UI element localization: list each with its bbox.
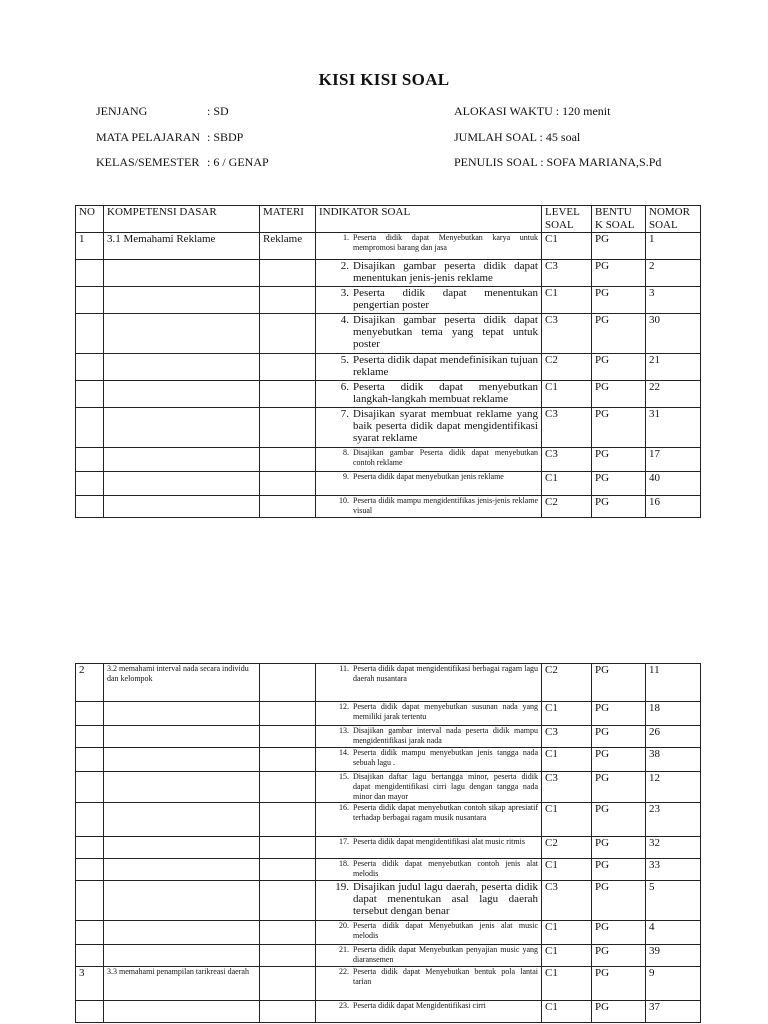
cell-bentuk: PG — [592, 748, 646, 772]
cell-bentuk: PG — [592, 314, 646, 354]
cell-indikator — [316, 496, 542, 518]
cell-no — [76, 702, 104, 726]
cell-kompetensi — [104, 726, 260, 748]
meta-kelas — [96, 155, 269, 170]
table-row — [76, 837, 701, 859]
cell-materi — [260, 837, 316, 859]
table-row — [76, 314, 701, 354]
cell-kompetensi — [104, 702, 260, 726]
cell-kompetensi — [104, 837, 260, 859]
cell-no — [76, 772, 104, 803]
cell-indikator — [316, 726, 542, 748]
cell-bentuk: PG — [592, 803, 646, 837]
cell-bentuk: PG — [592, 354, 646, 381]
cell-indikator — [316, 772, 542, 803]
table-header-row — [76, 206, 701, 233]
cell-no — [76, 748, 104, 772]
cell-level: C2 — [542, 496, 592, 518]
cell-materi — [260, 748, 316, 772]
cell-nomor: 30 — [646, 314, 701, 354]
cell-level: C3 — [542, 881, 592, 921]
cell-nomor: 12 — [646, 772, 701, 803]
cell-indikator — [316, 921, 542, 945]
cell-indikator — [316, 260, 542, 287]
indikator-text: Peserta didik dapat Menyebutkan jenis alat music melodis — [353, 921, 538, 940]
cell-bentuk: PG — [592, 233, 646, 260]
cell-materi — [260, 408, 316, 448]
indikator-text: Disajikan judul lagu daerah, peserta didik dapat menentukan asal lagu daerah tersebut dengan benar — [353, 881, 538, 917]
cell-level: C1 — [542, 945, 592, 967]
indikator-text: Peserta didik dapat menyebutkan jenis reklame — [353, 472, 504, 481]
meta-kelas-label: KELAS/SEMESTER — [96, 155, 200, 169]
cell-no: 2 — [76, 664, 104, 702]
table-row — [76, 260, 701, 287]
cell-kompetensi — [104, 381, 260, 408]
cell-nomor: 16 — [646, 496, 701, 518]
cell-nomor: 40 — [646, 472, 701, 496]
indikator-number: 18. — [339, 859, 349, 868]
cell-level: C2 — [542, 837, 592, 859]
cell-nomor: 32 — [646, 837, 701, 859]
cell-bentuk: PG — [592, 664, 646, 702]
cell-level: C1 — [542, 1001, 592, 1023]
cell-kompetensi — [104, 408, 260, 448]
cell-nomor: 22 — [646, 381, 701, 408]
table-row — [76, 921, 701, 945]
indikator-number: 17. — [339, 837, 349, 846]
cell-bentuk: PG — [592, 702, 646, 726]
cell-nomor: 37 — [646, 1001, 701, 1023]
kisi-table-1 — [75, 205, 701, 518]
cell-bentuk: PG — [592, 287, 646, 314]
indikator-text: Peserta didik dapat Menyebutkan bentuk pola lantai tarian — [353, 967, 538, 986]
cell-kompetensi: 3.2 memahami interval nada secara individu dan kelompok — [104, 664, 260, 702]
cell-bentuk: PG — [592, 448, 646, 472]
cell-indikator — [316, 702, 542, 726]
kisi-table-2 — [75, 663, 701, 1023]
indikator-text: Disajikan daftar lagu bertangga minor, peserta didik dapat mengidentifikasi cirri lagu dengan tangga nada minor dan mayor — [353, 772, 538, 801]
cell-nomor: 2 — [646, 260, 701, 287]
table-row — [76, 945, 701, 967]
cell-kompetensi — [104, 1001, 260, 1023]
table-row — [76, 748, 701, 772]
meta-jenjang — [96, 104, 229, 119]
indikator-number: 2. — [340, 260, 349, 272]
cell-nomor: 23 — [646, 803, 701, 837]
cell-bentuk: PG — [592, 726, 646, 748]
cell-kompetensi — [104, 803, 260, 837]
cell-materi — [260, 381, 316, 408]
indikator-number: 7. — [340, 408, 349, 420]
table-row — [76, 1001, 701, 1023]
cell-level: C3 — [542, 408, 592, 448]
table-row — [76, 702, 701, 726]
indikator-number: 4. — [340, 314, 349, 326]
indikator-text: Peserta didik dapat menentukan pengertian poster — [353, 287, 538, 311]
cell-materi — [260, 967, 316, 1001]
cell-nomor: 26 — [646, 726, 701, 748]
cell-indikator — [316, 472, 542, 496]
table-row — [76, 859, 701, 881]
header-no: NO — [76, 206, 104, 233]
cell-bentuk: PG — [592, 921, 646, 945]
meta-jenjang-label: JENJANG — [96, 104, 148, 118]
cell-bentuk: PG — [592, 381, 646, 408]
indikator-text: Peserta didik dapat menyebutkan langkah-langkah membuat reklame — [353, 381, 538, 405]
cell-level: C1 — [542, 472, 592, 496]
cell-nomor: 18 — [646, 702, 701, 726]
cell-kompetensi — [104, 260, 260, 287]
cell-nomor: 39 — [646, 945, 701, 967]
cell-kompetensi — [104, 945, 260, 967]
header-indikator: INDIKATOR SOAL — [316, 206, 542, 233]
indikator-number: 19. — [335, 881, 349, 893]
cell-no — [76, 314, 104, 354]
indikator-number: 11. — [339, 664, 349, 673]
cell-level: C3 — [542, 772, 592, 803]
indikator-text: Disajikan syarat membuat reklame yang baik peserta didik dapat mengidentifikasi syarat reklame — [353, 408, 538, 444]
header-materi: MATERI — [260, 206, 316, 233]
indikator-number: 15. — [339, 772, 349, 781]
cell-materi — [260, 803, 316, 837]
cell-level: C2 — [542, 664, 592, 702]
table-row — [76, 448, 701, 472]
table-row — [76, 233, 701, 260]
cell-level: C1 — [542, 803, 592, 837]
cell-materi — [260, 448, 316, 472]
cell-nomor: 11 — [646, 664, 701, 702]
indikator-number: 3. — [340, 287, 349, 299]
indikator-text: Disajikan gambar interval nada peserta didik mampu mengidentifikasi jarak nada — [353, 726, 538, 745]
cell-bentuk: PG — [592, 496, 646, 518]
cell-kompetensi: 3.1 Memahami Reklame — [104, 233, 260, 260]
table-row — [76, 803, 701, 837]
indikator-text: Peserta didik dapat Menyebutkan penyajian music yang diaransemen — [353, 945, 538, 964]
cell-kompetensi — [104, 881, 260, 921]
indikator-number: 16. — [339, 803, 349, 812]
indikator-text: Peserta didik mampu mengidentifikas jenis-jenis reklame visual — [353, 496, 538, 515]
cell-materi — [260, 945, 316, 967]
table-row — [76, 967, 701, 1001]
indikator-number: 21. — [339, 945, 349, 954]
cell-indikator — [316, 664, 542, 702]
cell-no — [76, 837, 104, 859]
cell-nomor: 21 — [646, 354, 701, 381]
indikator-number: 13. — [339, 726, 349, 735]
indikator-number: 1. — [343, 233, 349, 242]
header-kompetensi: KOMPETENSI DASAR — [104, 206, 260, 233]
table-row — [76, 472, 701, 496]
indikator-number: 6. — [340, 381, 349, 393]
cell-bentuk: PG — [592, 472, 646, 496]
cell-materi — [260, 726, 316, 748]
meta-mapel-value: : SBDP — [207, 130, 244, 144]
header-bentuk: BENTU K SOAL — [592, 206, 646, 233]
meta-jenjang-value: : SD — [207, 104, 229, 118]
cell-no — [76, 354, 104, 381]
cell-level: C3 — [542, 260, 592, 287]
cell-no — [76, 260, 104, 287]
cell-no: 3 — [76, 967, 104, 1001]
indikator-text: Peserta didik dapat mengidentifikasi alat music ritmis — [353, 837, 525, 846]
indikator-number: 22. — [339, 967, 349, 976]
meta-mapel-label: MATA PELAJARAN — [96, 130, 201, 144]
indikator-text: Peserta didik dapat menyebutkan contoh sikap apresiatif terhadap berbagai ragam musik nusantara — [353, 803, 538, 822]
cell-kompetensi — [104, 496, 260, 518]
cell-indikator — [316, 314, 542, 354]
cell-nomor: 38 — [646, 748, 701, 772]
cell-kompetensi — [104, 314, 260, 354]
indikator-text: Disajikan gambar peserta didik dapat menentukan jenis-jenis reklame — [353, 260, 538, 284]
cell-indikator — [316, 233, 542, 260]
cell-kompetensi — [104, 448, 260, 472]
cell-level: C1 — [542, 381, 592, 408]
indikator-number: 5. — [340, 354, 349, 366]
cell-indikator — [316, 881, 542, 921]
cell-level: C3 — [542, 726, 592, 748]
cell-materi — [260, 472, 316, 496]
cell-level: C1 — [542, 859, 592, 881]
cell-indikator — [316, 1001, 542, 1023]
cell-indikator — [316, 287, 542, 314]
cell-no — [76, 803, 104, 837]
cell-no: 1 — [76, 233, 104, 260]
cell-indikator — [316, 408, 542, 448]
cell-kompetensi — [104, 354, 260, 381]
cell-materi — [260, 702, 316, 726]
cell-materi — [260, 260, 316, 287]
cell-level: C2 — [542, 354, 592, 381]
cell-no — [76, 921, 104, 945]
cell-indikator — [316, 837, 542, 859]
cell-indikator — [316, 859, 542, 881]
cell-nomor: 31 — [646, 408, 701, 448]
cell-nomor: 4 — [646, 921, 701, 945]
cell-materi — [260, 772, 316, 803]
cell-no — [76, 945, 104, 967]
cell-kompetensi — [104, 921, 260, 945]
meta-mapel — [96, 130, 243, 145]
table-row — [76, 408, 701, 448]
indikator-text: Peserta didik mampu menyebutkan jenis tangga nada sebuah lagu . — [353, 748, 538, 767]
cell-nomor: 17 — [646, 448, 701, 472]
cell-nomor: 3 — [646, 287, 701, 314]
cell-materi — [260, 859, 316, 881]
cell-level: C1 — [542, 921, 592, 945]
cell-kompetensi — [104, 472, 260, 496]
cell-no — [76, 726, 104, 748]
cell-kompetensi: 3.3 memahami penampilan tarikreasi daerah — [104, 967, 260, 1001]
cell-level: C1 — [542, 967, 592, 1001]
indikator-text: Peserta didik dapat menyebutkan contoh jenis alat melodis — [353, 859, 538, 878]
cell-kompetensi — [104, 772, 260, 803]
indikator-number: 8. — [343, 448, 349, 457]
cell-bentuk: PG — [592, 408, 646, 448]
meta-jumlah: JUMLAH SOAL : 45 soal — [454, 130, 581, 144]
cell-no — [76, 881, 104, 921]
indikator-number: 14. — [339, 748, 349, 757]
cell-materi — [260, 921, 316, 945]
cell-indikator — [316, 748, 542, 772]
cell-materi — [260, 354, 316, 381]
cell-nomor: 33 — [646, 859, 701, 881]
table-row — [76, 726, 701, 748]
cell-indikator — [316, 448, 542, 472]
indikator-number: 20. — [339, 921, 349, 930]
cell-bentuk: PG — [592, 260, 646, 287]
table-row — [76, 354, 701, 381]
cell-no — [76, 472, 104, 496]
table-row — [76, 664, 701, 702]
cell-no — [76, 287, 104, 314]
cell-materi — [260, 1001, 316, 1023]
table-row — [76, 381, 701, 408]
cell-indikator — [316, 381, 542, 408]
cell-kompetensi — [104, 748, 260, 772]
indikator-text: Peserta didik dapat Menyebutkan karya untuk mempromosi barang dan jasa — [353, 233, 538, 252]
indikator-text: Peserta didik dapat Mengidentifikasi cirri — [353, 1001, 486, 1010]
cell-level: C1 — [542, 702, 592, 726]
indikator-text: Peserta didik dapat mengidentifikasi berbagai ragam lagu daerah nusantara — [353, 664, 538, 683]
cell-nomor: 1 — [646, 233, 701, 260]
meta-penulis: PENULIS SOAL : SOFA MARIANA,S.Pd — [454, 155, 662, 169]
cell-indikator — [316, 945, 542, 967]
indikator-text: Disajikan gambar Peserta didik dapat menyebutkan contoh reklame — [353, 448, 538, 467]
cell-level: C1 — [542, 748, 592, 772]
cell-materi — [260, 881, 316, 921]
meta-kelas-value: : 6 / GENAP — [207, 155, 269, 169]
cell-bentuk: PG — [592, 881, 646, 921]
cell-no — [76, 381, 104, 408]
cell-materi: Reklame — [260, 233, 316, 260]
cell-bentuk: PG — [592, 945, 646, 967]
cell-indikator — [316, 967, 542, 1001]
indikator-number: 12. — [339, 702, 349, 711]
document-title: KISI KISI SOAL — [318, 70, 450, 89]
cell-kompetensi — [104, 859, 260, 881]
cell-indikator — [316, 354, 542, 381]
cell-nomor: 5 — [646, 881, 701, 921]
cell-nomor: 9 — [646, 967, 701, 1001]
indikator-number: 9. — [343, 472, 349, 481]
cell-no — [76, 496, 104, 518]
cell-bentuk: PG — [592, 859, 646, 881]
cell-materi — [260, 664, 316, 702]
cell-level: C1 — [542, 287, 592, 314]
table-row — [76, 772, 701, 803]
meta-alokasi: ALOKASI WAKTU : 120 menit — [454, 104, 611, 118]
cell-level: C3 — [542, 448, 592, 472]
indikator-text: Peserta didik dapat mendefinisikan tujuan reklame — [353, 354, 538, 378]
indikator-text: Peserta didik dapat menyebutkan susunan nada yang memiliki jarak tertentu — [353, 702, 538, 721]
indikator-number: 23. — [339, 1001, 349, 1010]
header-nomor: NOMOR SOAL — [646, 206, 701, 233]
cell-kompetensi — [104, 287, 260, 314]
cell-no — [76, 448, 104, 472]
table-row — [76, 881, 701, 921]
cell-level: C1 — [542, 233, 592, 260]
indikator-number: 10. — [339, 496, 349, 505]
header-level: LEVEL SOAL — [542, 206, 592, 233]
cell-materi — [260, 314, 316, 354]
cell-bentuk: PG — [592, 1001, 646, 1023]
cell-no — [76, 1001, 104, 1023]
table-row — [76, 496, 701, 518]
cell-bentuk: PG — [592, 837, 646, 859]
cell-bentuk: PG — [592, 967, 646, 1001]
cell-no — [76, 408, 104, 448]
cell-no — [76, 859, 104, 881]
cell-materi — [260, 496, 316, 518]
indikator-text: Disajikan gambar peserta didik dapat menyebutkan tema yang tepat untuk poster — [353, 314, 538, 350]
table-row — [76, 287, 701, 314]
cell-indikator — [316, 803, 542, 837]
cell-level: C3 — [542, 314, 592, 354]
cell-bentuk: PG — [592, 772, 646, 803]
cell-materi — [260, 287, 316, 314]
